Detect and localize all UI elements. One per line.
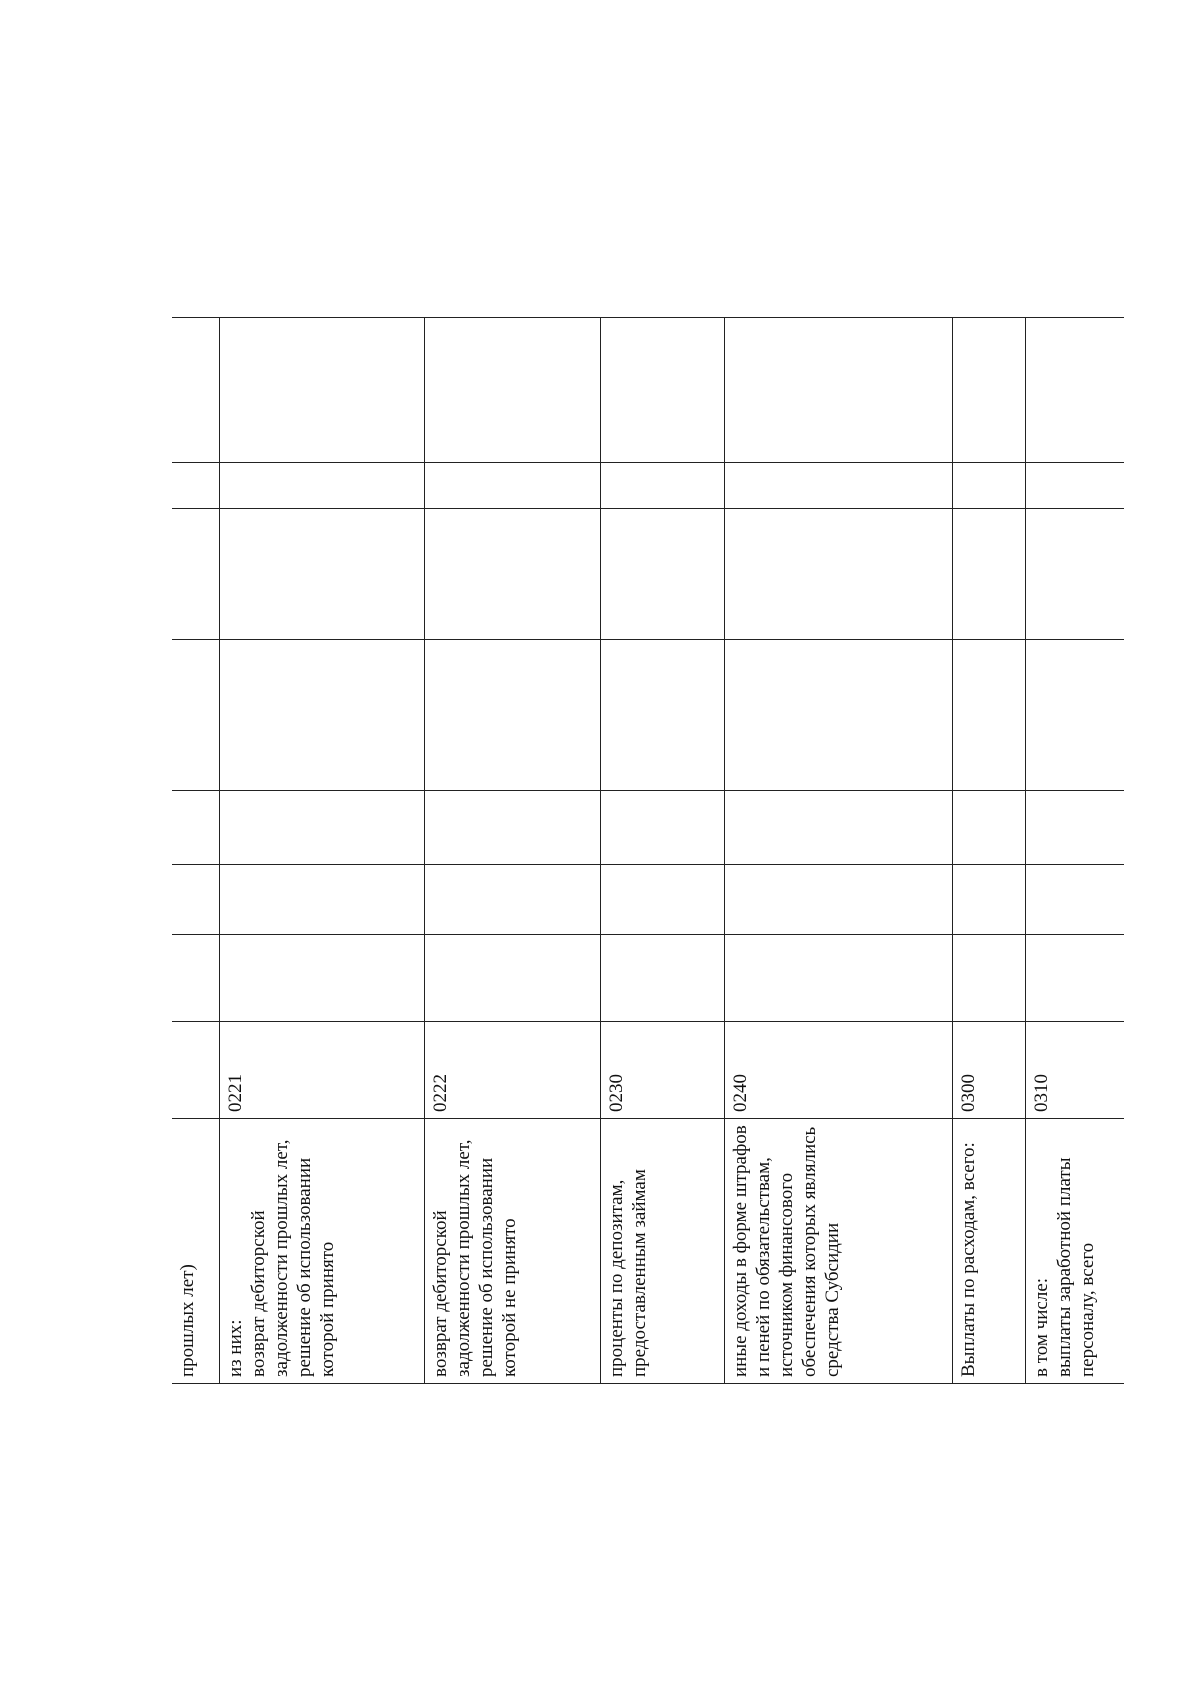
- value-cell: [425, 865, 601, 935]
- value-cell: [425, 318, 601, 463]
- value-cell: [601, 865, 725, 935]
- row-label: Выплаты по расходам, всего:: [953, 1119, 1026, 1384]
- row-label: возврат дебиторской задолженности прошлых лет, решение об использовании которой не принято: [425, 1119, 601, 1384]
- value-cell: [725, 640, 953, 791]
- value-cell: [725, 791, 953, 865]
- row-code: 0240: [725, 1022, 953, 1119]
- row-label-prefix: в том числе:: [1031, 1277, 1053, 1377]
- value-cell: [1026, 463, 1124, 509]
- value-cell: [220, 318, 425, 463]
- row-label-text: возврат дебиторской задолженности прошлых лет, решение об использовании которой принято: [248, 1139, 338, 1377]
- row-label-prefix: из них:: [225, 1319, 247, 1377]
- value-cell: [725, 865, 953, 935]
- value-cell: [953, 935, 1026, 1022]
- value-cell: [601, 509, 725, 640]
- value-cell: [725, 318, 953, 463]
- report-table: [172, 317, 1124, 1384]
- value-cell: [220, 935, 425, 1022]
- value-cell: [425, 935, 601, 1022]
- value-cell: [425, 463, 601, 509]
- row-label: [220, 1119, 425, 1384]
- value-cell: [220, 865, 425, 935]
- value-cell: [172, 463, 220, 509]
- value-cell: [172, 318, 220, 463]
- value-cell: [953, 865, 1026, 935]
- value-cell: [1026, 865, 1124, 935]
- row-code: 0222: [425, 1022, 601, 1119]
- value-cell: [172, 791, 220, 865]
- value-cell: [953, 640, 1026, 791]
- value-cell: [425, 640, 601, 791]
- value-cell: [220, 463, 425, 509]
- value-cell: [425, 791, 601, 865]
- row-code: 0230: [601, 1022, 725, 1119]
- value-cell: [725, 509, 953, 640]
- table-row: [220, 318, 425, 1384]
- row-label: [1026, 1119, 1124, 1384]
- value-cell: [601, 463, 725, 509]
- row-code: 0300: [953, 1022, 1026, 1119]
- value-cell: [953, 318, 1026, 463]
- rotated-page: [172, 318, 1124, 1384]
- table-row: [601, 318, 725, 1384]
- value-cell: [725, 463, 953, 509]
- row-code: [172, 1022, 220, 1119]
- row-code: 0310: [1026, 1022, 1124, 1119]
- row-label-text: выплаты заработной платы персоналу, всего: [1054, 1157, 1098, 1377]
- value-cell: [601, 935, 725, 1022]
- value-cell: [1026, 935, 1124, 1022]
- value-cell: [172, 640, 220, 791]
- row-label: иные доходы в форме штрафов и пеней по обязательствам, источником финансового обеспечения которых являлись средства Субсидии: [725, 1119, 953, 1384]
- row-label: проценты по депозитам, предоставленным займам: [601, 1119, 725, 1384]
- value-cell: [953, 509, 1026, 640]
- value-cell: [425, 509, 601, 640]
- value-cell: [1026, 318, 1124, 463]
- value-cell: [1026, 791, 1124, 865]
- value-cell: [172, 935, 220, 1022]
- row-code: 0221: [220, 1022, 425, 1119]
- table-row: [172, 318, 220, 1384]
- value-cell: [953, 791, 1026, 865]
- value-cell: [953, 463, 1026, 509]
- value-cell: [172, 509, 220, 640]
- value-cell: [1026, 640, 1124, 791]
- value-cell: [220, 509, 425, 640]
- row-label: прошлых лет): [172, 1119, 220, 1384]
- value-cell: [601, 791, 725, 865]
- table-row: [425, 318, 601, 1384]
- table-row: [725, 318, 953, 1384]
- value-cell: [725, 935, 953, 1022]
- table-row: [953, 318, 1026, 1384]
- value-cell: [172, 865, 220, 935]
- value-cell: [601, 640, 725, 791]
- value-cell: [220, 640, 425, 791]
- value-cell: [220, 791, 425, 865]
- value-cell: [601, 318, 725, 463]
- value-cell: [1026, 509, 1124, 640]
- table-row: [1026, 318, 1124, 1384]
